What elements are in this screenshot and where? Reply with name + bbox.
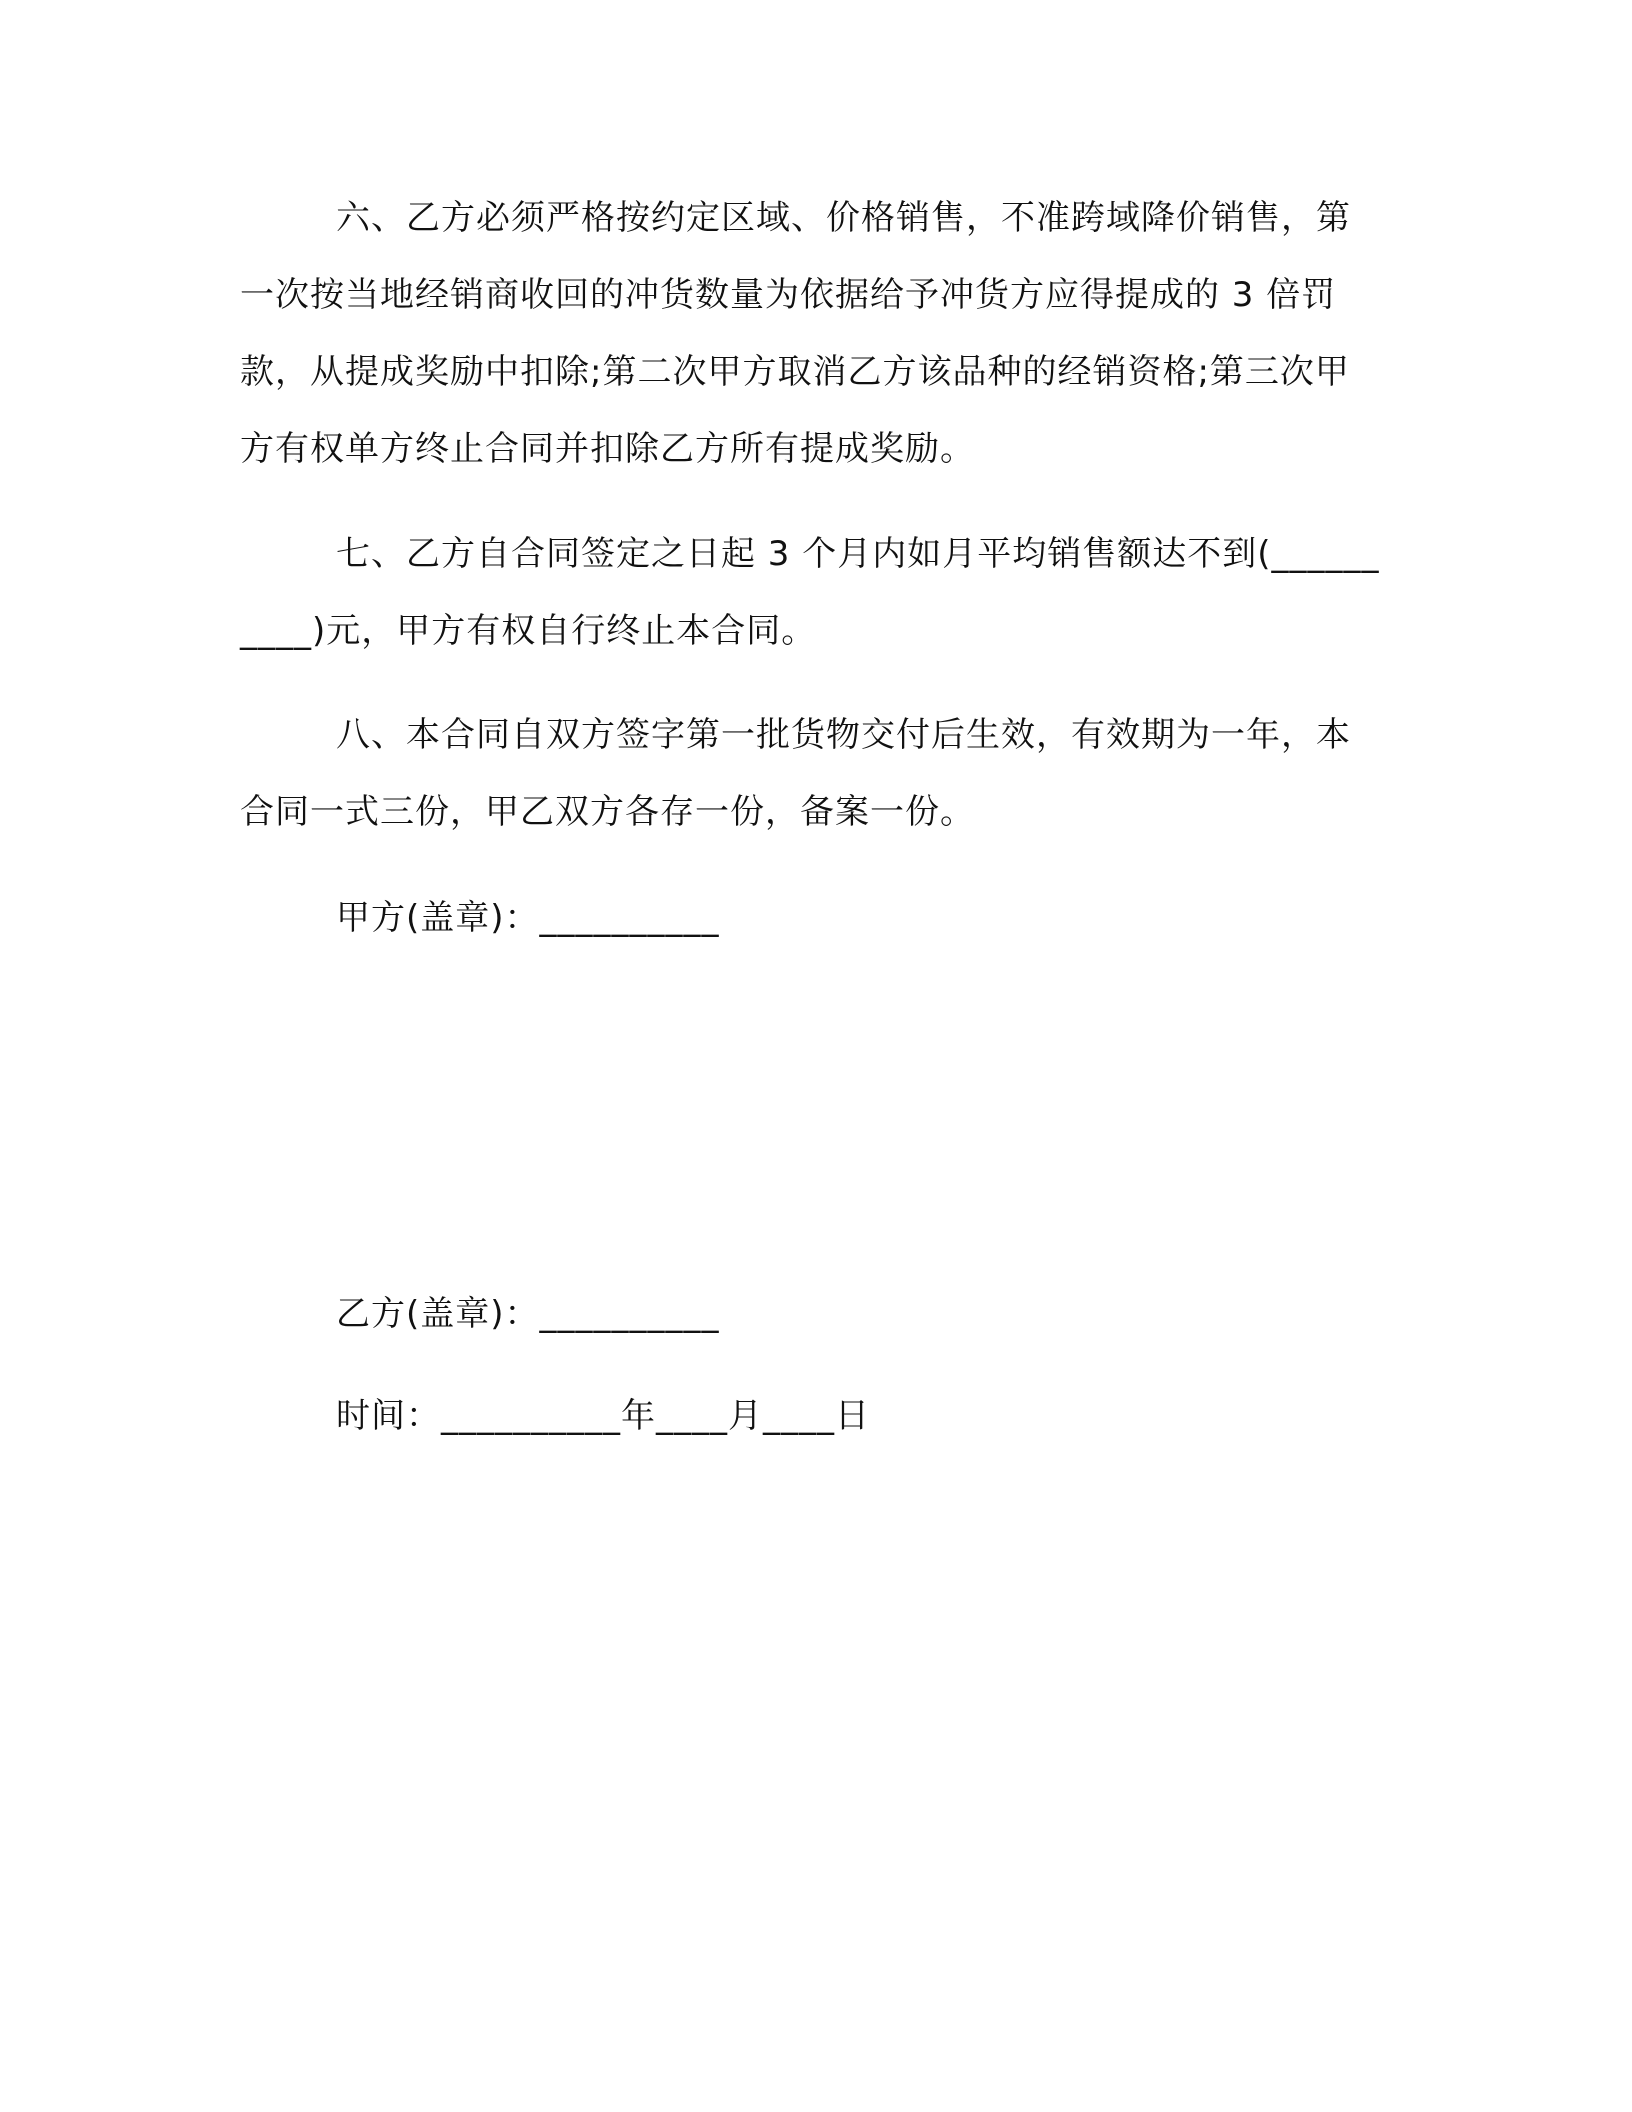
- clause-6-paragraph: 六、乙方必须严格按约定区域、价格销售，不准跨域降价销售，第一次按当地经销商收回的冲货数量为依据给予冲货方应得提成的 3 倍罚款，从提成奖励中扣除;第二次甲方取消乙方该品种的经销资格;第三次甲方有权单方终止合同并扣除乙方所有提成奖励。: [240, 198, 1351, 469]
- clause-8-block: [240, 697, 1380, 851]
- clause-7-block: [240, 516, 1380, 670]
- clause-7-paragraph: 七、乙方自合同签定之日起 3 个月内如月平均销售额达不到(__________)元，甲方有权自行终止本合同。: [240, 534, 1380, 651]
- party-b-signature-line: 乙方(盖章)：__________: [336, 1294, 720, 1334]
- signing-date-line: 时间：__________年____月____日: [336, 1396, 870, 1436]
- party-a-signature-line: 甲方(盖章)：__________: [336, 898, 720, 938]
- clause-8-paragraph: 八、本合同自双方签字第一批货物交付后生效，有效期为一年，本合同一式三份，甲乙双方各存一份，备案一份。: [240, 715, 1351, 832]
- clause-6-block: [240, 180, 1380, 488]
